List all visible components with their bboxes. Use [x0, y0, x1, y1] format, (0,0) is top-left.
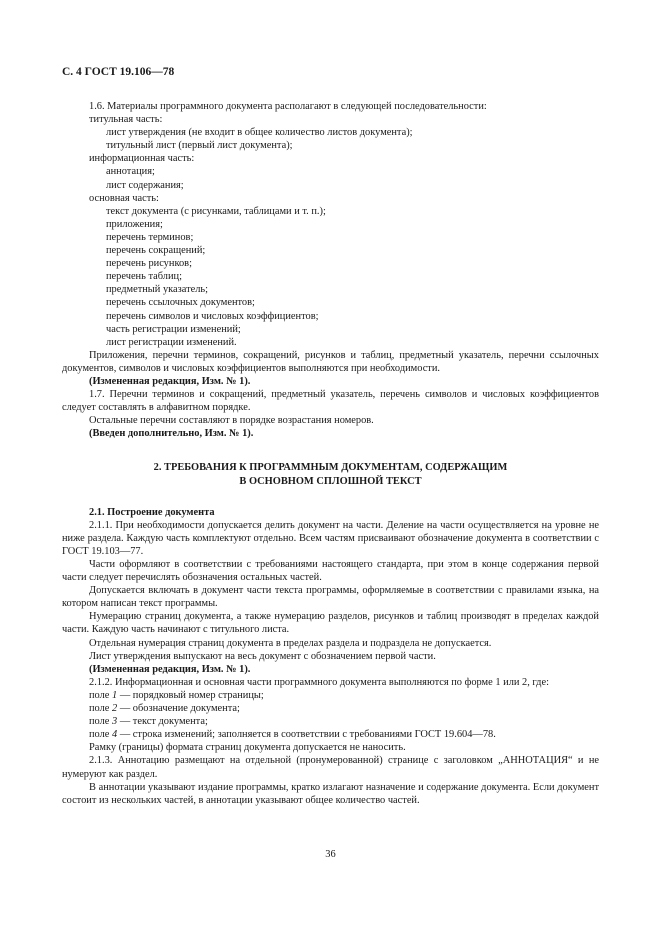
subsection-heading: 2.1. Построение документа — [89, 506, 215, 518]
paragraph: В аннотации указывают издание программы, кратко излагают назначение и содержание документа. Если документ состоит из нескольких частей, в аннотации указывают общее количество частей. — [62, 781, 599, 806]
list-line: перечень ссылочных документов; — [106, 297, 255, 309]
section-heading — [62, 461, 599, 487]
list-line: перечень символов и числовых коэффициентов; — [106, 310, 319, 322]
field-prefix: поле — [89, 689, 113, 701]
list-line: основная часть: — [89, 192, 159, 204]
list-line: титульный лист (первый лист документа); — [106, 140, 293, 152]
list-line: аннотация; — [106, 166, 155, 178]
list-line: лист регистрации изменений. — [106, 336, 237, 348]
list-line: 1.6. Материалы программного документа располагают в следующей последовательности: — [89, 101, 487, 112]
field-text: — обозначение документа; — [117, 703, 240, 715]
list-line: титульная часть: — [89, 114, 163, 126]
list-line: перечень терминов; — [106, 231, 194, 243]
page-header: С. 4 ГОСТ 19.106—78 — [62, 66, 175, 78]
section-heading-line: В ОСНОВНОМ СПЛОШНОЙ ТЕКСТ — [239, 475, 422, 487]
list-line: предметный указатель; — [106, 284, 209, 296]
amendment-note: (Измененная редакция, Изм. № 1). — [89, 663, 251, 675]
amendment-note: (Введен дополнительно, Изм. № 1). — [89, 428, 254, 440]
document-body — [62, 100, 599, 807]
list-line: информационная часть: — [89, 153, 195, 165]
list-line: текст документа (с рисунками, таблицами и т. п.); — [106, 205, 326, 217]
paragraph: Допускается включать в документ части текста программы, оформляемые в соответствии с правилами языка, на котором написан текст программы. — [62, 585, 599, 610]
field-description — [62, 728, 599, 741]
field-prefix: поле — [89, 729, 113, 741]
paragraph: 2.1.1. При необходимости допускается делить документ на части. Деление на части осуществляется на уровне не ниже раздела. Каждую часть комплектуют отдельно. Всем частям присваивают обозначение документа в соответствии с ГОСТ 19.103—77. — [62, 519, 599, 557]
section-heading-line: 2. ТРЕБОВАНИЯ К ПРОГРАММНЫМ ДОКУМЕНТАМ, СОДЕРЖАЩИМ — [153, 462, 508, 474]
page-number: 36 — [325, 849, 336, 860]
list-line: перечень рисунков; — [106, 258, 192, 270]
list-line: лист утверждения (не входит в общее количество листов документа); — [106, 127, 413, 139]
list-line: приложения; — [106, 218, 163, 230]
field-prefix: поле — [89, 716, 113, 728]
field-text: — текст документа; — [117, 716, 208, 728]
paragraph: Нумерацию страниц документа, а также нумерацию разделов, рисунков и таблиц производят в пределах каждой части. Каждую часть начинают с титульного листа. — [62, 611, 599, 636]
field-description — [62, 702, 599, 715]
field-number: 3 — [112, 716, 118, 728]
paragraph: Отдельная нумерация страниц документа в пределах раздела и подраздела не допускается. — [89, 637, 492, 649]
paragraph: Остальные перечни составляют в порядке возрастания номеров. — [89, 415, 374, 427]
paragraph: 2.1.3. Аннотацию размещают на отдельной (пронумерованной) странице с заголовком „АННОТАЦИЯ“ и не нумеруют как раздел. — [62, 755, 599, 780]
field-text: — порядковый номер страницы; — [117, 689, 264, 701]
paragraph: 1.7. Перечни терминов и сокращений, предметный указатель, перечень символов и числовых коэффициентов следует составлять в алфавитном порядке. — [62, 389, 599, 414]
field-text: — строка изменений; заполняется в соответствии с требованиями ГОСТ 19.604—78. — [117, 729, 496, 741]
field-number: 2 — [112, 703, 118, 715]
paragraph: Приложения, перечни терминов, сокращений, рисунков и таблиц, предметный указатель, перечни ссылочных документов, символов и числовых коэффициентов выполняются при необходимости. — [62, 349, 599, 374]
paragraph: Лист утверждения выпускают на весь документ с обозначением первой части. — [89, 650, 436, 662]
list-line: перечень сокращений; — [106, 245, 206, 257]
list-line: часть регистрации изменений; — [106, 323, 241, 335]
list-line: лист содержания; — [106, 179, 184, 191]
field-description — [62, 689, 599, 702]
list-line: перечень таблиц; — [106, 271, 182, 283]
field-prefix: поле — [89, 703, 113, 715]
paragraph: Части оформляют в соответствии с требованиями настоящего стандарта, при этом в конце содержания первой части следует перечислять обозначения остальных частей. — [62, 559, 599, 584]
paragraph: Рамку (границы) формата страниц документа допускается не наносить. — [89, 742, 406, 754]
field-description — [62, 715, 599, 728]
field-number: 1 — [112, 689, 118, 701]
paragraph: 2.1.2. Информационная и основная части программного документа выполняются по форме 1 или 2, где: — [89, 676, 549, 688]
amendment-note: (Измененная редакция, Изм. № 1). — [89, 375, 251, 387]
field-number: 4 — [112, 729, 118, 741]
